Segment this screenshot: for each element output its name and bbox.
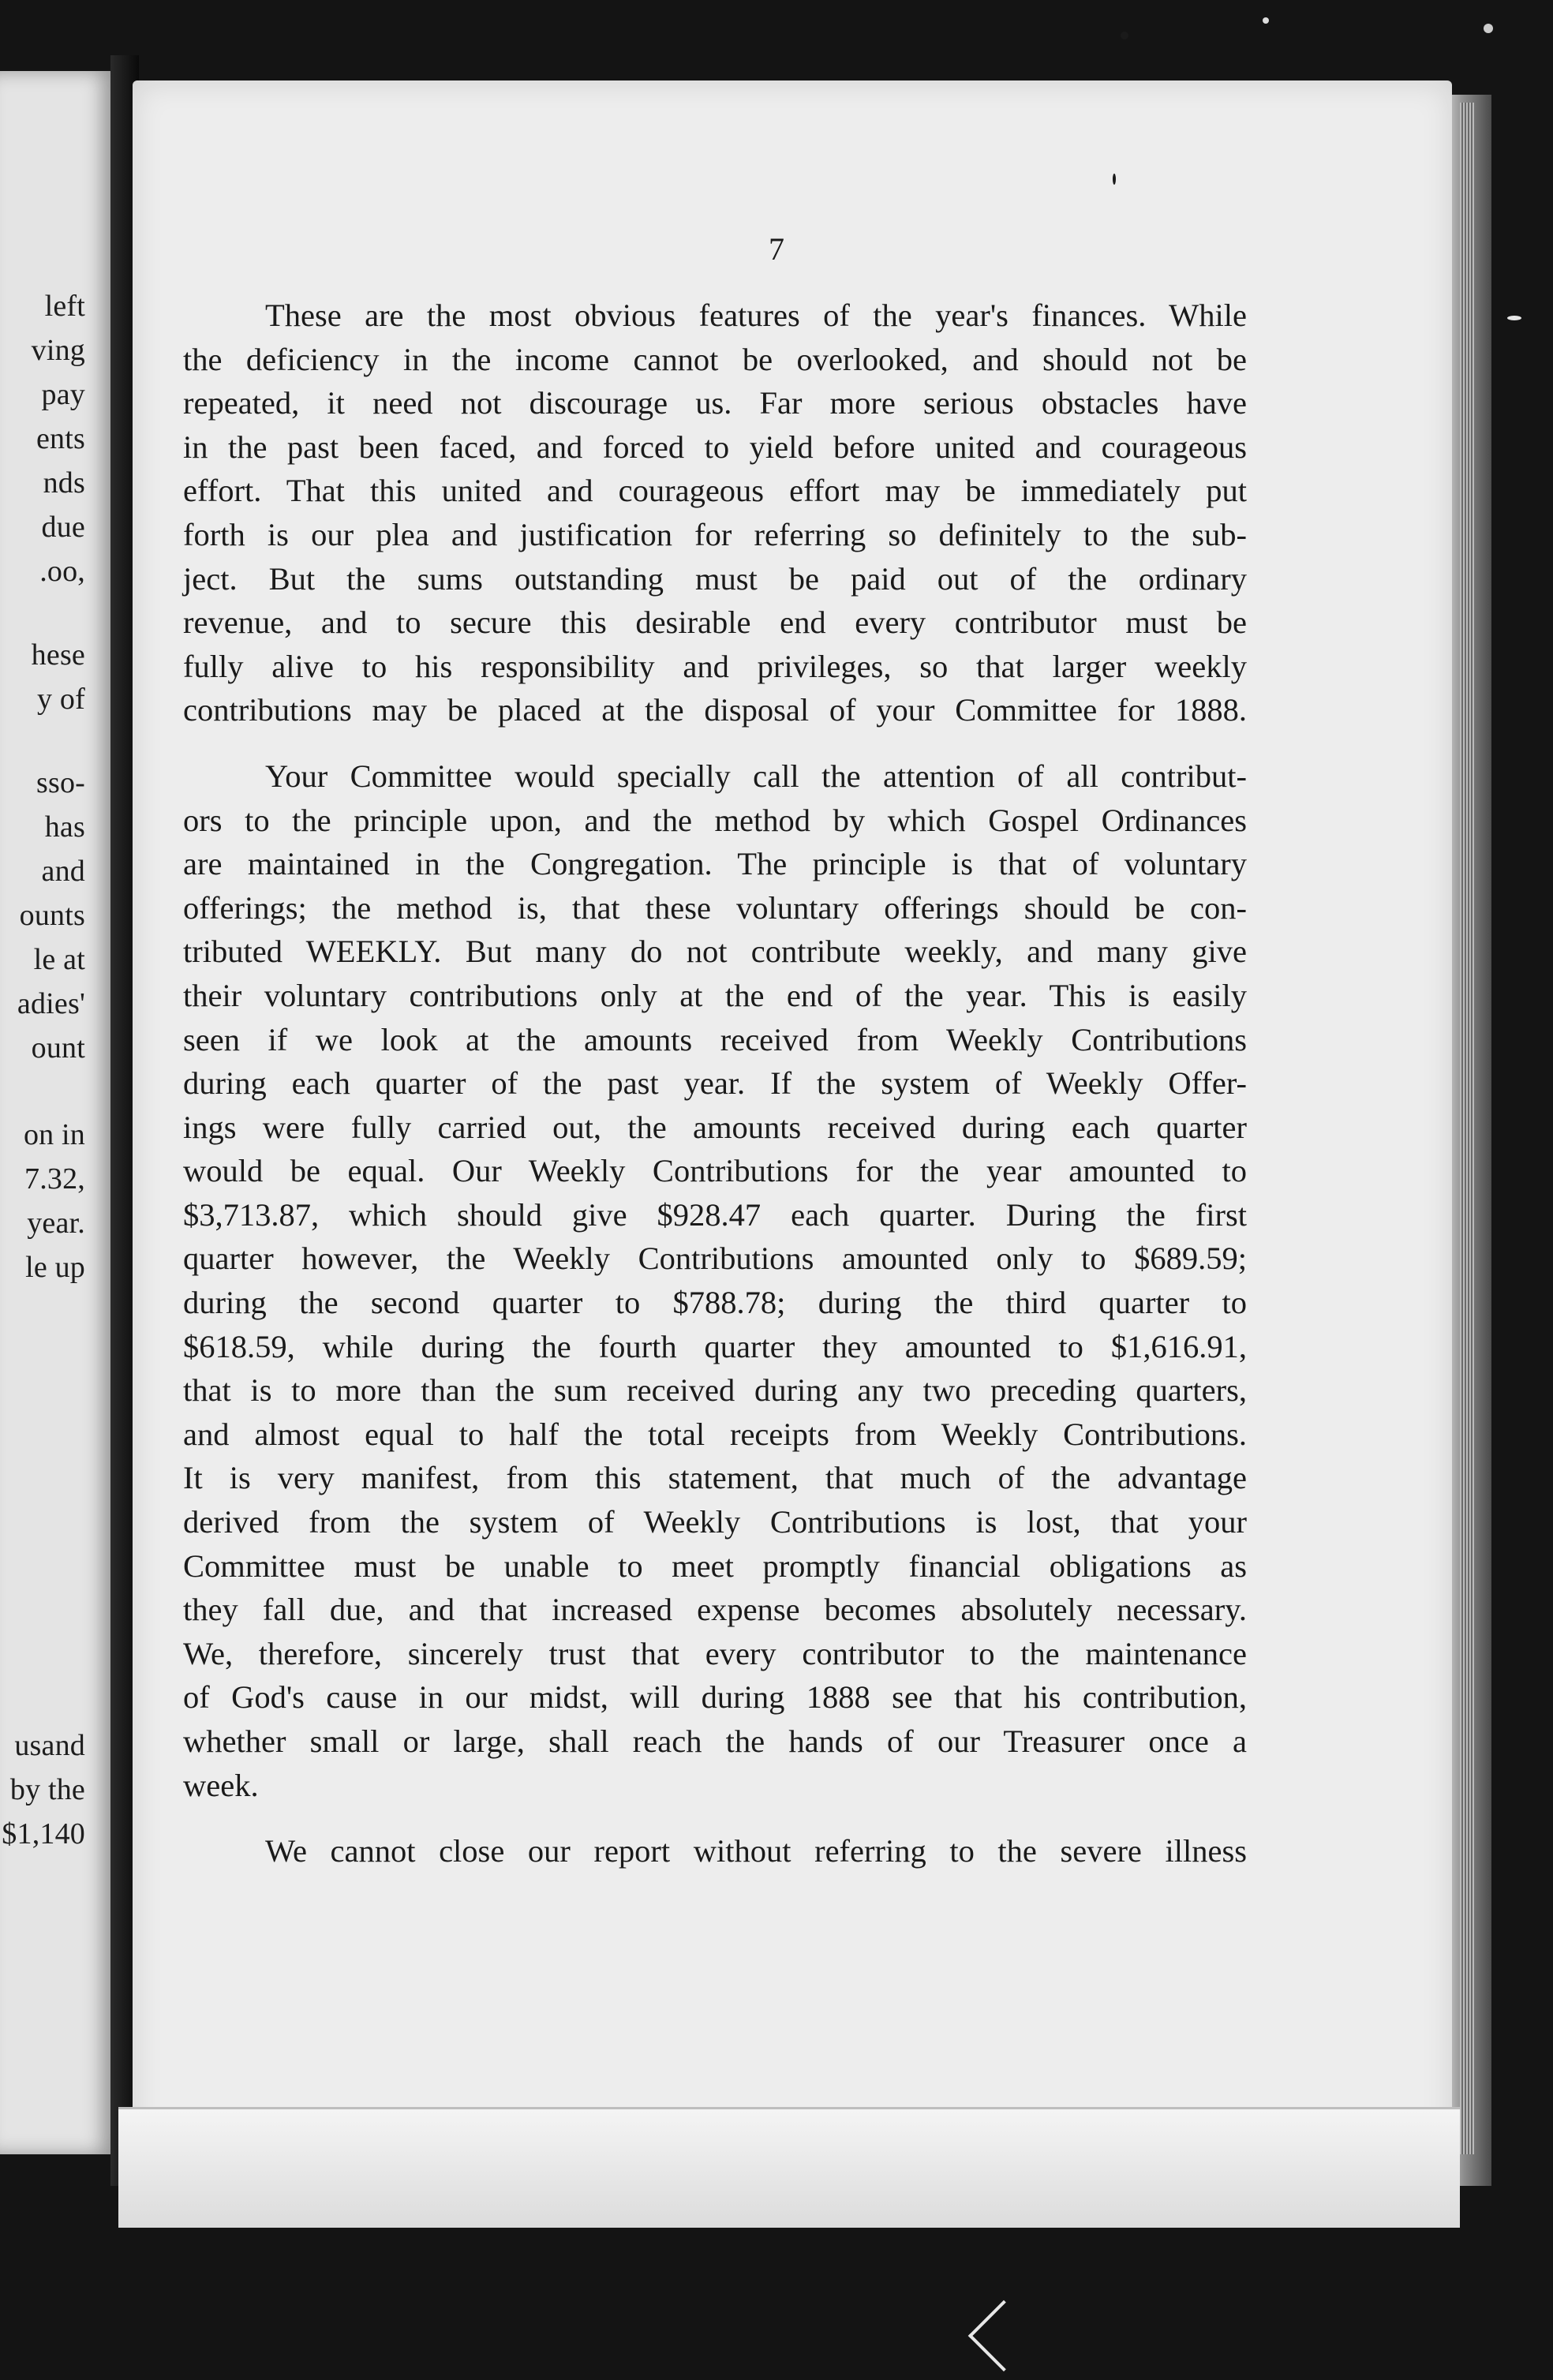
left-fragment: le up	[25, 1251, 85, 1284]
left-fragment: adies'	[17, 987, 85, 1020]
paragraph-1	[183, 294, 1247, 732]
page-number: 7	[769, 231, 784, 267]
scan-speck	[1484, 24, 1493, 33]
text-line: are maintained in the Congregation. The principle is that of voluntary	[183, 846, 1247, 882]
paragraph-3	[183, 1829, 1247, 1873]
text-line: whether small or large, shall reach the hands of our Treasurer once a	[183, 1723, 1247, 1759]
left-fragment: sso-	[36, 766, 85, 799]
text-line: forth is our plea and justification for referring so definitely to the sub-	[183, 516, 1247, 552]
left-page	[0, 71, 117, 2154]
left-fragment: .oo,	[39, 555, 85, 588]
paragraph-2	[183, 754, 1247, 1807]
text-line: week.	[183, 1767, 259, 1803]
page-bottom-fold	[118, 2107, 1460, 2228]
scan-speck	[1121, 32, 1128, 39]
text-line: the deficiency in the income cannot be overlooked, and should not be	[183, 341, 1247, 377]
text-line: fully alive to his responsibility and privileges, so that larger weekly	[183, 648, 1247, 684]
text-line: of God's cause in our midst, will during 1888 see that his contribution,	[183, 1679, 1247, 1716]
text-line: ors to the principle upon, and the method by which Gospel Ordinances	[183, 802, 1247, 838]
text-line: derived from the system of Weekly Contributions is lost, that your	[183, 1504, 1247, 1540]
text-line: in the past been faced, and forced to yield before united and courageous	[183, 428, 1247, 465]
text-line: seen if we look at the amounts received from Weekly Contributions	[183, 1021, 1247, 1057]
text-line: repeated, it need not discourage us. Far more serious obstacles have	[183, 385, 1247, 421]
left-fragment: le at	[33, 943, 85, 976]
text-line: $3,713.87, which should give $928.47 each quarter. During the first	[183, 1196, 1247, 1233]
left-fragment: ents	[36, 422, 85, 455]
text-line: contributions may be placed at the disposal of your Committee for 1888.	[183, 692, 1247, 728]
left-fragment: and	[41, 855, 85, 888]
left-fragment: year.	[27, 1207, 85, 1240]
scan-speck	[1113, 174, 1116, 185]
scan-speck	[1507, 316, 1521, 320]
text-line: offerings; the method is, that these voluntary offerings should be con-	[183, 889, 1247, 926]
text-line: during the second quarter to $788.78; during the third quarter to	[183, 1285, 1247, 1321]
text-line: quarter however, the Weekly Contributions amounted only to $689.59;	[183, 1241, 1247, 1277]
text-line: Your Committee would specially call the attention of all contribut-	[265, 758, 1247, 794]
text-line: and almost equal to half the total receipts from Weekly Contributions.	[183, 1416, 1247, 1452]
left-fragment: 7.32,	[24, 1162, 85, 1196]
text-line: tributed WEEKLY. But many do not contribute weekly, and many give	[183, 934, 1247, 970]
left-fragment: ount	[31, 1031, 85, 1065]
text-line: ject. But the sums outstanding must be paid out of the ordinary	[183, 560, 1247, 597]
scan-speck	[1263, 17, 1269, 24]
body-text	[183, 294, 1247, 1873]
left-fragment: due	[41, 511, 85, 544]
text-line: during each quarter of the past year. If the system of Weekly Offer-	[183, 1065, 1247, 1102]
text-line: their voluntary contributions only at the end of the year. This is easily	[183, 977, 1247, 1013]
left-fragment: ving	[31, 334, 85, 367]
text-line: would be equal. Our Weekly Contributions for the year amounted to	[183, 1153, 1247, 1189]
text-line: effort. That this united and courageous effort may be immediately put	[183, 473, 1247, 509]
left-fragment: $1,140	[2, 1817, 85, 1850]
text-line: Committee must be unable to meet promptly financial obligations as	[183, 1547, 1247, 1584]
left-fragment: pay	[41, 378, 85, 411]
left-fragment: has	[44, 810, 85, 844]
left-fragment: ounts	[19, 899, 85, 932]
text-line: $618.59, while during the fourth quarter they amounted to $1,616.91,	[183, 1328, 1247, 1364]
left-fragment: left	[44, 290, 85, 323]
left-fragment: usand	[14, 1729, 85, 1762]
text-line: revenue, and to secure this desirable end every contributor must be	[183, 604, 1247, 641]
text-line: ings were fully carried out, the amounts received during each quarter	[183, 1109, 1247, 1145]
text-line: that is to more than the sum received during any two preceding quarters,	[183, 1372, 1247, 1409]
text-line: We cannot close our report without referring to the severe illness	[265, 1833, 1247, 1869]
scan-artifact	[968, 2300, 1040, 2372]
left-fragment: nds	[43, 466, 85, 500]
text-line: These are the most obvious features of the year's finances. While	[265, 298, 1247, 333]
left-fragment: by the	[9, 1773, 85, 1806]
text-line: It is very manifest, from this statement, that much of the advantage	[183, 1460, 1247, 1496]
page-stack-edge	[1460, 103, 1474, 2154]
left-fragment: on in	[23, 1118, 85, 1151]
text-line: We, therefore, sincerely trust that every contributor to the maintenance	[183, 1635, 1247, 1671]
text-line: they fall due, and that increased expense becomes absolutely necessary.	[183, 1592, 1247, 1628]
left-fragment: y of	[37, 683, 85, 716]
left-fragment: hese	[31, 638, 85, 672]
